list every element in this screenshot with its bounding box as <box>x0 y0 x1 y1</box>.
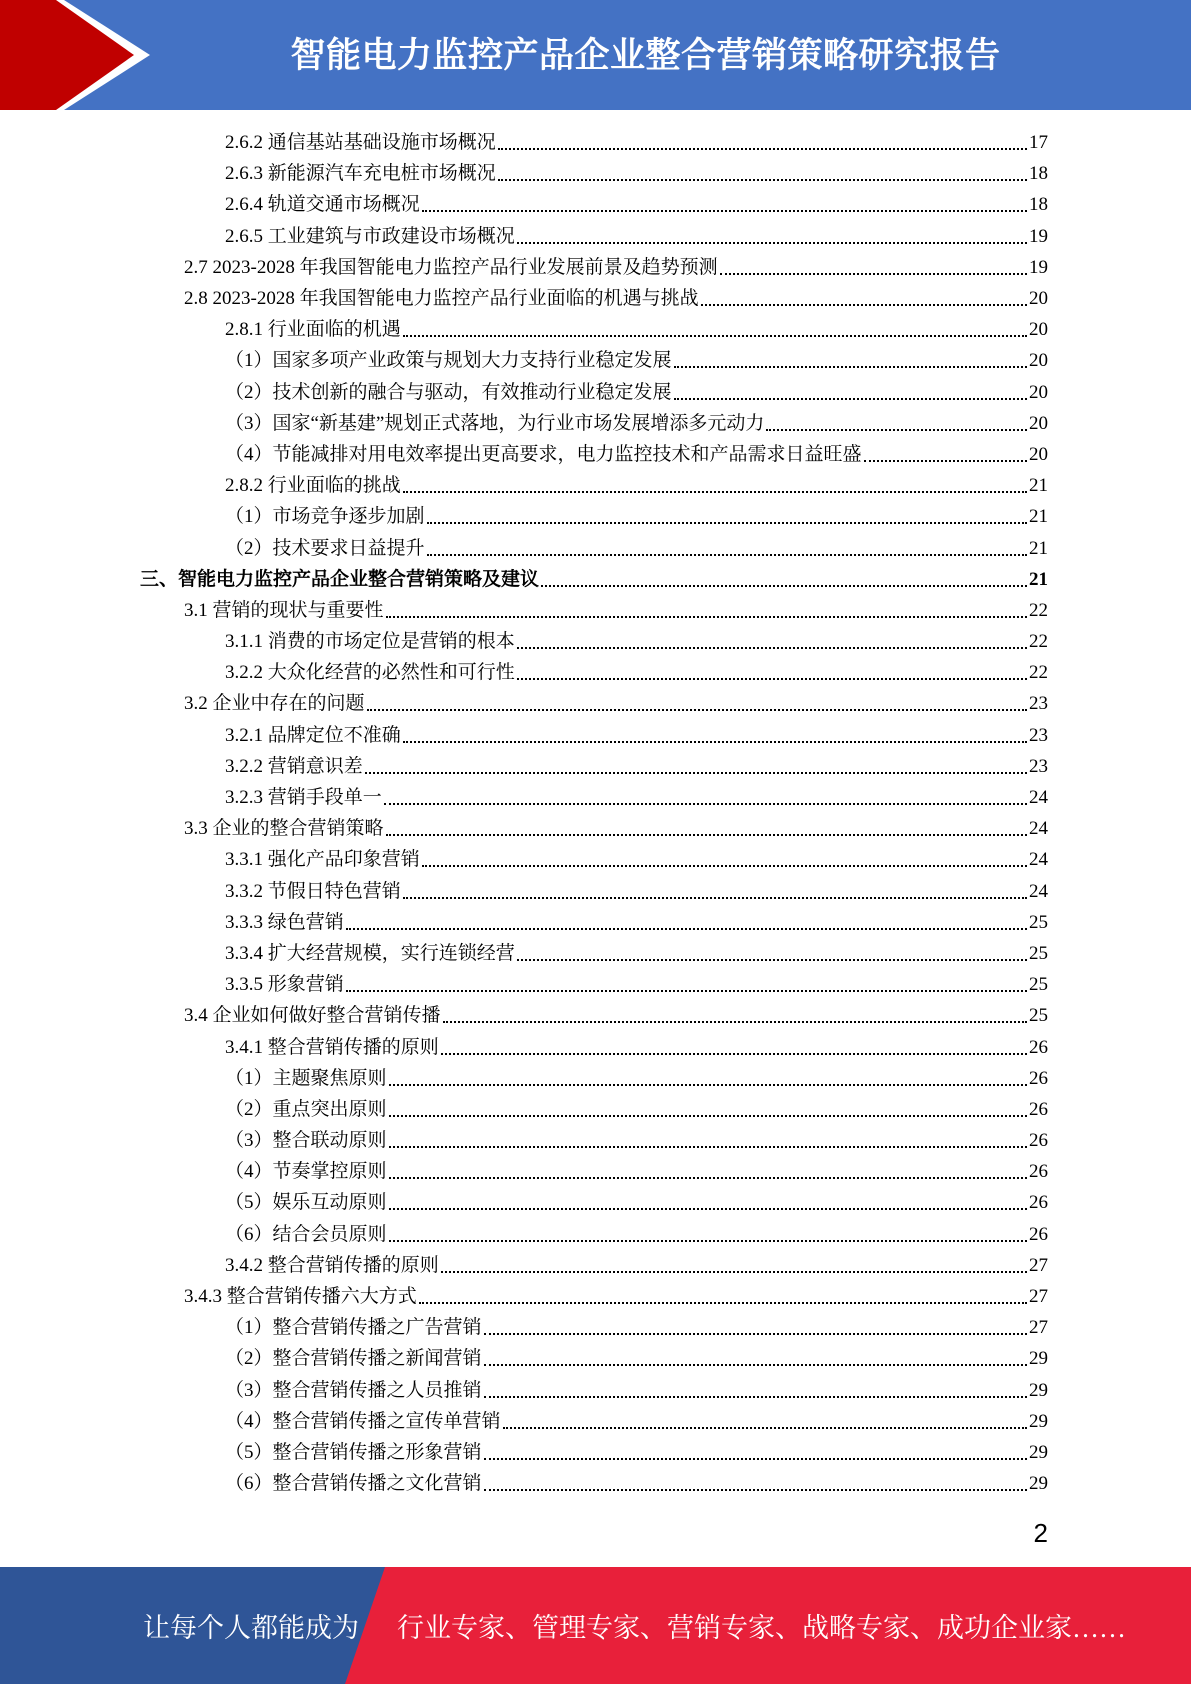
toc-entry-title: 2.6.2 通信基站基础设施市场概况 <box>225 132 496 154</box>
toc-entry-title: （1）整合营销传播之广告营销 <box>225 1317 482 1339</box>
toc-entry[interactable] <box>140 813 1048 844</box>
toc-entry-title: 2.8 2023-2028 年我国智能电力监控产品行业面临的机遇与挑战 <box>184 288 699 310</box>
toc-entry-title: 3.4 企业如何做好整合营销传播 <box>184 1005 441 1027</box>
toc-entry-page: 29 <box>1029 1348 1048 1370</box>
toc-entry-page: 26 <box>1029 1067 1048 1089</box>
toc-entry[interactable] <box>140 1343 1048 1374</box>
toc-dot-leader <box>484 1377 1027 1398</box>
toc-entry-title: 3.2.2 大众化经营的必然性和可行性 <box>225 662 515 684</box>
toc-entry-page: 20 <box>1029 381 1048 403</box>
toc-entry[interactable] <box>140 1125 1048 1156</box>
toc-entry-page: 24 <box>1029 787 1048 809</box>
toc-entry[interactable] <box>140 1031 1048 1062</box>
toc-entry[interactable] <box>140 564 1048 595</box>
toc-dot-leader <box>441 1252 1027 1273</box>
toc-entry-page: 22 <box>1029 631 1048 653</box>
toc-entry[interactable] <box>140 1094 1048 1125</box>
toc-entry[interactable] <box>140 1250 1048 1281</box>
toc-entry-title: 2.6.5 工业建筑与市政建设市场概况 <box>225 225 515 247</box>
toc-dot-leader <box>498 160 1027 181</box>
toc-entry[interactable] <box>140 626 1048 657</box>
toc-entry[interactable] <box>140 189 1048 220</box>
toc-entry-title: 3.3.4 扩大经营规模，实行连锁经营 <box>225 942 515 964</box>
toc-entry-page: 26 <box>1029 1223 1048 1245</box>
toc-entry-title: （3）整合营销传播之人员推销 <box>225 1379 482 1401</box>
toc-entry[interactable] <box>140 688 1048 719</box>
toc-entry-title: 3.1.1 消费的市场定位是营销的根本 <box>225 631 515 653</box>
toc-entry-page: 21 <box>1029 475 1048 497</box>
toc-dot-leader <box>403 878 1027 899</box>
toc-entry[interactable] <box>140 283 1048 314</box>
toc-entry-page: 26 <box>1029 1036 1048 1058</box>
toc-dot-leader <box>403 722 1027 743</box>
toc-entry-page: 25 <box>1029 942 1048 964</box>
toc-dot-leader <box>389 1127 1027 1148</box>
toc-entry-title: 3.4.3 整合营销传播六大方式 <box>184 1286 417 1308</box>
toc-dot-leader <box>365 753 1027 774</box>
toc-dot-leader <box>389 1189 1027 1210</box>
toc-dot-leader <box>403 316 1027 337</box>
toc-dot-leader <box>674 347 1027 368</box>
toc-entry-page: 25 <box>1029 974 1048 996</box>
toc-dot-leader <box>403 472 1027 493</box>
toc-entry-title: 3.4.2 整合营销传播的原则 <box>225 1254 439 1276</box>
toc-entry[interactable] <box>140 907 1048 938</box>
toc-entry-title: （3）国家“新基建”规划正式落地，为行业市场发展增添多元动力 <box>225 412 765 434</box>
toc-entry-page: 21 <box>1029 537 1048 559</box>
red-chevron-decoration <box>0 0 150 110</box>
toc-entry-title: （3）整合联动原则 <box>225 1130 387 1152</box>
toc-dot-leader <box>346 909 1027 930</box>
toc-entry-page: 29 <box>1029 1441 1048 1463</box>
toc-dot-leader <box>701 285 1027 306</box>
toc-entry[interactable] <box>140 751 1048 782</box>
toc-entry-title: 3.2.3 营销手段单一 <box>225 787 382 809</box>
toc-entry[interactable] <box>140 501 1048 532</box>
toc-dot-leader <box>389 1096 1027 1117</box>
toc-entry-title: （4）整合营销传播之宣传单营销 <box>225 1410 501 1432</box>
toc-dot-leader <box>864 441 1027 462</box>
toc-entry-page: 29 <box>1029 1379 1048 1401</box>
toc-entry-page: 27 <box>1029 1286 1048 1308</box>
toc-entry-title: 3.3.2 节假日特色营销 <box>225 880 401 902</box>
toc-dot-leader <box>384 784 1027 805</box>
toc-entry-page: 29 <box>1029 1473 1048 1495</box>
toc-dot-leader <box>498 129 1027 150</box>
toc-entry-page: 20 <box>1029 412 1048 434</box>
toc-dot-leader <box>484 1314 1027 1335</box>
toc-entry[interactable] <box>140 252 1048 283</box>
toc-entry-page: 20 <box>1029 288 1048 310</box>
toc-entry[interactable] <box>140 720 1048 751</box>
toc-entry-page: 17 <box>1029 132 1048 154</box>
toc-entry[interactable] <box>140 1187 1048 1218</box>
toc-dot-leader <box>484 1439 1027 1460</box>
toc-entry-page: 24 <box>1029 818 1048 840</box>
toc-entry-page: 27 <box>1029 1317 1048 1339</box>
toc-entry[interactable] <box>140 1437 1048 1468</box>
toc-entry-page: 21 <box>1029 506 1048 528</box>
toc-dot-leader <box>484 1345 1027 1366</box>
toc-entry-title: 3.3.5 形象营销 <box>225 974 344 996</box>
toc-entry[interactable] <box>140 1219 1048 1250</box>
toc-entry[interactable] <box>140 1375 1048 1406</box>
toc-entry-page: 18 <box>1029 163 1048 185</box>
toc-entry-page: 25 <box>1029 911 1048 933</box>
toc-dot-leader <box>484 1470 1027 1491</box>
toc-entry-title: （2）重点突出原则 <box>225 1098 387 1120</box>
toc-dot-leader <box>386 597 1027 618</box>
toc-entry[interactable] <box>140 782 1048 813</box>
toc-entry[interactable] <box>140 1281 1048 1312</box>
toc-entry-page: 26 <box>1029 1192 1048 1214</box>
report-title: 智能电力监控产品企业整合营销策略研究报告 <box>290 36 1001 76</box>
toc-dot-leader <box>427 503 1027 524</box>
toc-entry-title: （6）结合会员原则 <box>225 1223 387 1245</box>
page-footer <box>0 1567 1191 1684</box>
toc-dot-leader <box>389 1065 1027 1086</box>
toc-entry[interactable] <box>140 221 1048 252</box>
toc-entry-title: 2.6.3 新能源汽车充电桩市场概况 <box>225 163 496 185</box>
toc-dot-leader <box>541 566 1027 587</box>
toc-entry-title: 2.8.2 行业面临的挑战 <box>225 475 401 497</box>
toc-entry-title: 2.7 2023-2028 年我国智能电力监控产品行业发展前景及趋势预测 <box>184 256 718 278</box>
toc-entry-title: 3.3.1 强化产品印象营销 <box>225 849 420 871</box>
toc-entry[interactable] <box>140 938 1048 969</box>
toc-entry[interactable] <box>140 532 1048 563</box>
toc-entry[interactable] <box>140 1063 1048 1094</box>
toc-entry-page: 19 <box>1029 256 1048 278</box>
page-number: 2 <box>1033 1518 1048 1548</box>
toc-entry[interactable] <box>140 314 1048 345</box>
toc-entry-page: 22 <box>1029 662 1048 684</box>
toc-entry[interactable] <box>140 1468 1048 1499</box>
toc-entry-title: 3.4.1 整合营销传播的原则 <box>225 1036 439 1058</box>
toc-entry-page: 18 <box>1029 194 1048 216</box>
toc-entry-title: （6）整合营销传播之文化营销 <box>225 1473 482 1495</box>
toc-entry[interactable] <box>140 1156 1048 1187</box>
toc-entry-title: （4）节奏掌控原则 <box>225 1161 387 1183</box>
toc-entry-page: 23 <box>1029 724 1048 746</box>
toc-entry[interactable] <box>140 876 1048 907</box>
toc-entry-title: （1）市场竞争逐步加剧 <box>225 506 425 528</box>
toc-entry-title: 2.8.1 行业面临的机遇 <box>225 319 401 341</box>
toc-dot-leader <box>422 846 1027 867</box>
toc-entry[interactable] <box>140 1406 1048 1437</box>
toc-entry[interactable] <box>140 1000 1048 1031</box>
toc-entry-title: （1）主题聚焦原则 <box>225 1067 387 1089</box>
toc-dot-leader <box>517 940 1027 961</box>
toc-entry[interactable] <box>140 439 1048 470</box>
toc-entry[interactable] <box>140 158 1048 189</box>
toc-entry-page: 22 <box>1029 599 1048 621</box>
toc-entry-page: 29 <box>1029 1410 1048 1432</box>
toc-entry-title: （5）整合营销传播之形象营销 <box>225 1441 482 1463</box>
toc-entry-page: 20 <box>1029 350 1048 372</box>
toc-dot-leader <box>389 1158 1027 1179</box>
toc-dot-leader <box>389 1221 1027 1242</box>
toc-dot-leader <box>503 1408 1027 1429</box>
toc-entry[interactable] <box>140 657 1048 688</box>
toc-entry[interactable] <box>140 127 1048 158</box>
toc-entry-title: 3.1 营销的现状与重要性 <box>184 599 384 621</box>
toc-dot-leader <box>517 223 1027 244</box>
toc-dot-leader <box>720 254 1027 275</box>
toc-entry-title: 3.3 企业的整合营销策略 <box>184 818 384 840</box>
toc-entry-page: 24 <box>1029 849 1048 871</box>
toc-entry[interactable] <box>140 408 1048 439</box>
toc-entry-page: 25 <box>1029 1005 1048 1027</box>
toc-entry[interactable] <box>140 1312 1048 1343</box>
toc-entry-page: 21 <box>1029 568 1048 590</box>
toc-entry-title: 3.2 企业中存在的问题 <box>184 693 365 715</box>
footer-slogan-left: 让每个人都能成为 <box>143 1613 359 1643</box>
toc-entry-title: （2）技术要求日益提升 <box>225 537 425 559</box>
toc-entry-title: 3.3.3 绿色营销 <box>225 911 344 933</box>
toc-entry-title: （5）娱乐互动原则 <box>225 1192 387 1214</box>
toc-dot-leader <box>443 1002 1027 1023</box>
table-of-contents <box>140 127 1048 1499</box>
toc-dot-leader <box>367 690 1027 711</box>
toc-dot-leader <box>386 815 1027 836</box>
toc-dot-leader <box>427 535 1027 556</box>
toc-entry-page: 24 <box>1029 880 1048 902</box>
toc-entry-title: 2.6.4 轨道交通市场概况 <box>225 194 420 216</box>
toc-entry[interactable] <box>140 470 1048 501</box>
toc-entry-page: 26 <box>1029 1161 1048 1183</box>
toc-entry-title: 3.2.1 品牌定位不准确 <box>225 724 401 746</box>
page-header <box>0 0 1191 110</box>
toc-entry-title: 三、智能电力监控产品企业整合营销策略及建议 <box>140 568 540 590</box>
toc-dot-leader <box>674 379 1027 400</box>
toc-entry-page: 20 <box>1029 319 1048 341</box>
toc-dot-leader <box>517 628 1027 649</box>
toc-entry-title: （2）技术创新的融合与驱动，有效推动行业稳定发展 <box>225 381 672 403</box>
toc-entry-title: 3.2.2 营销意识差 <box>225 755 363 777</box>
toc-entry-title: （2）整合营销传播之新闻营销 <box>225 1348 482 1370</box>
toc-entry-page: 20 <box>1029 443 1048 465</box>
toc-entry-page: 23 <box>1029 755 1048 777</box>
toc-entry[interactable] <box>140 377 1048 408</box>
footer-slogan-right: 行业专家、管理专家、营销专家、战略专家、成功企业家…… <box>397 1613 1126 1643</box>
toc-entry-title: （4）节能减排对用电效率提出更高要求，电力监控技术和产品需求日益旺盛 <box>225 443 862 465</box>
toc-entry[interactable] <box>140 345 1048 376</box>
toc-entry-page: 26 <box>1029 1130 1048 1152</box>
toc-entry-page: 19 <box>1029 225 1048 247</box>
toc-entry-page: 26 <box>1029 1098 1048 1120</box>
toc-entry[interactable] <box>140 969 1048 1000</box>
toc-dot-leader <box>517 659 1027 680</box>
toc-entry[interactable] <box>140 595 1048 626</box>
toc-dot-leader <box>766 410 1027 431</box>
toc-dot-leader <box>346 971 1027 992</box>
toc-dot-leader <box>422 191 1027 212</box>
toc-dot-leader <box>441 1034 1027 1055</box>
toc-entry-title: （1）国家多项产业政策与规划大力支持行业稳定发展 <box>225 350 672 372</box>
toc-dot-leader <box>419 1283 1027 1304</box>
toc-entry-page: 23 <box>1029 693 1048 715</box>
toc-entry[interactable] <box>140 844 1048 875</box>
toc-entry-page: 27 <box>1029 1254 1048 1276</box>
